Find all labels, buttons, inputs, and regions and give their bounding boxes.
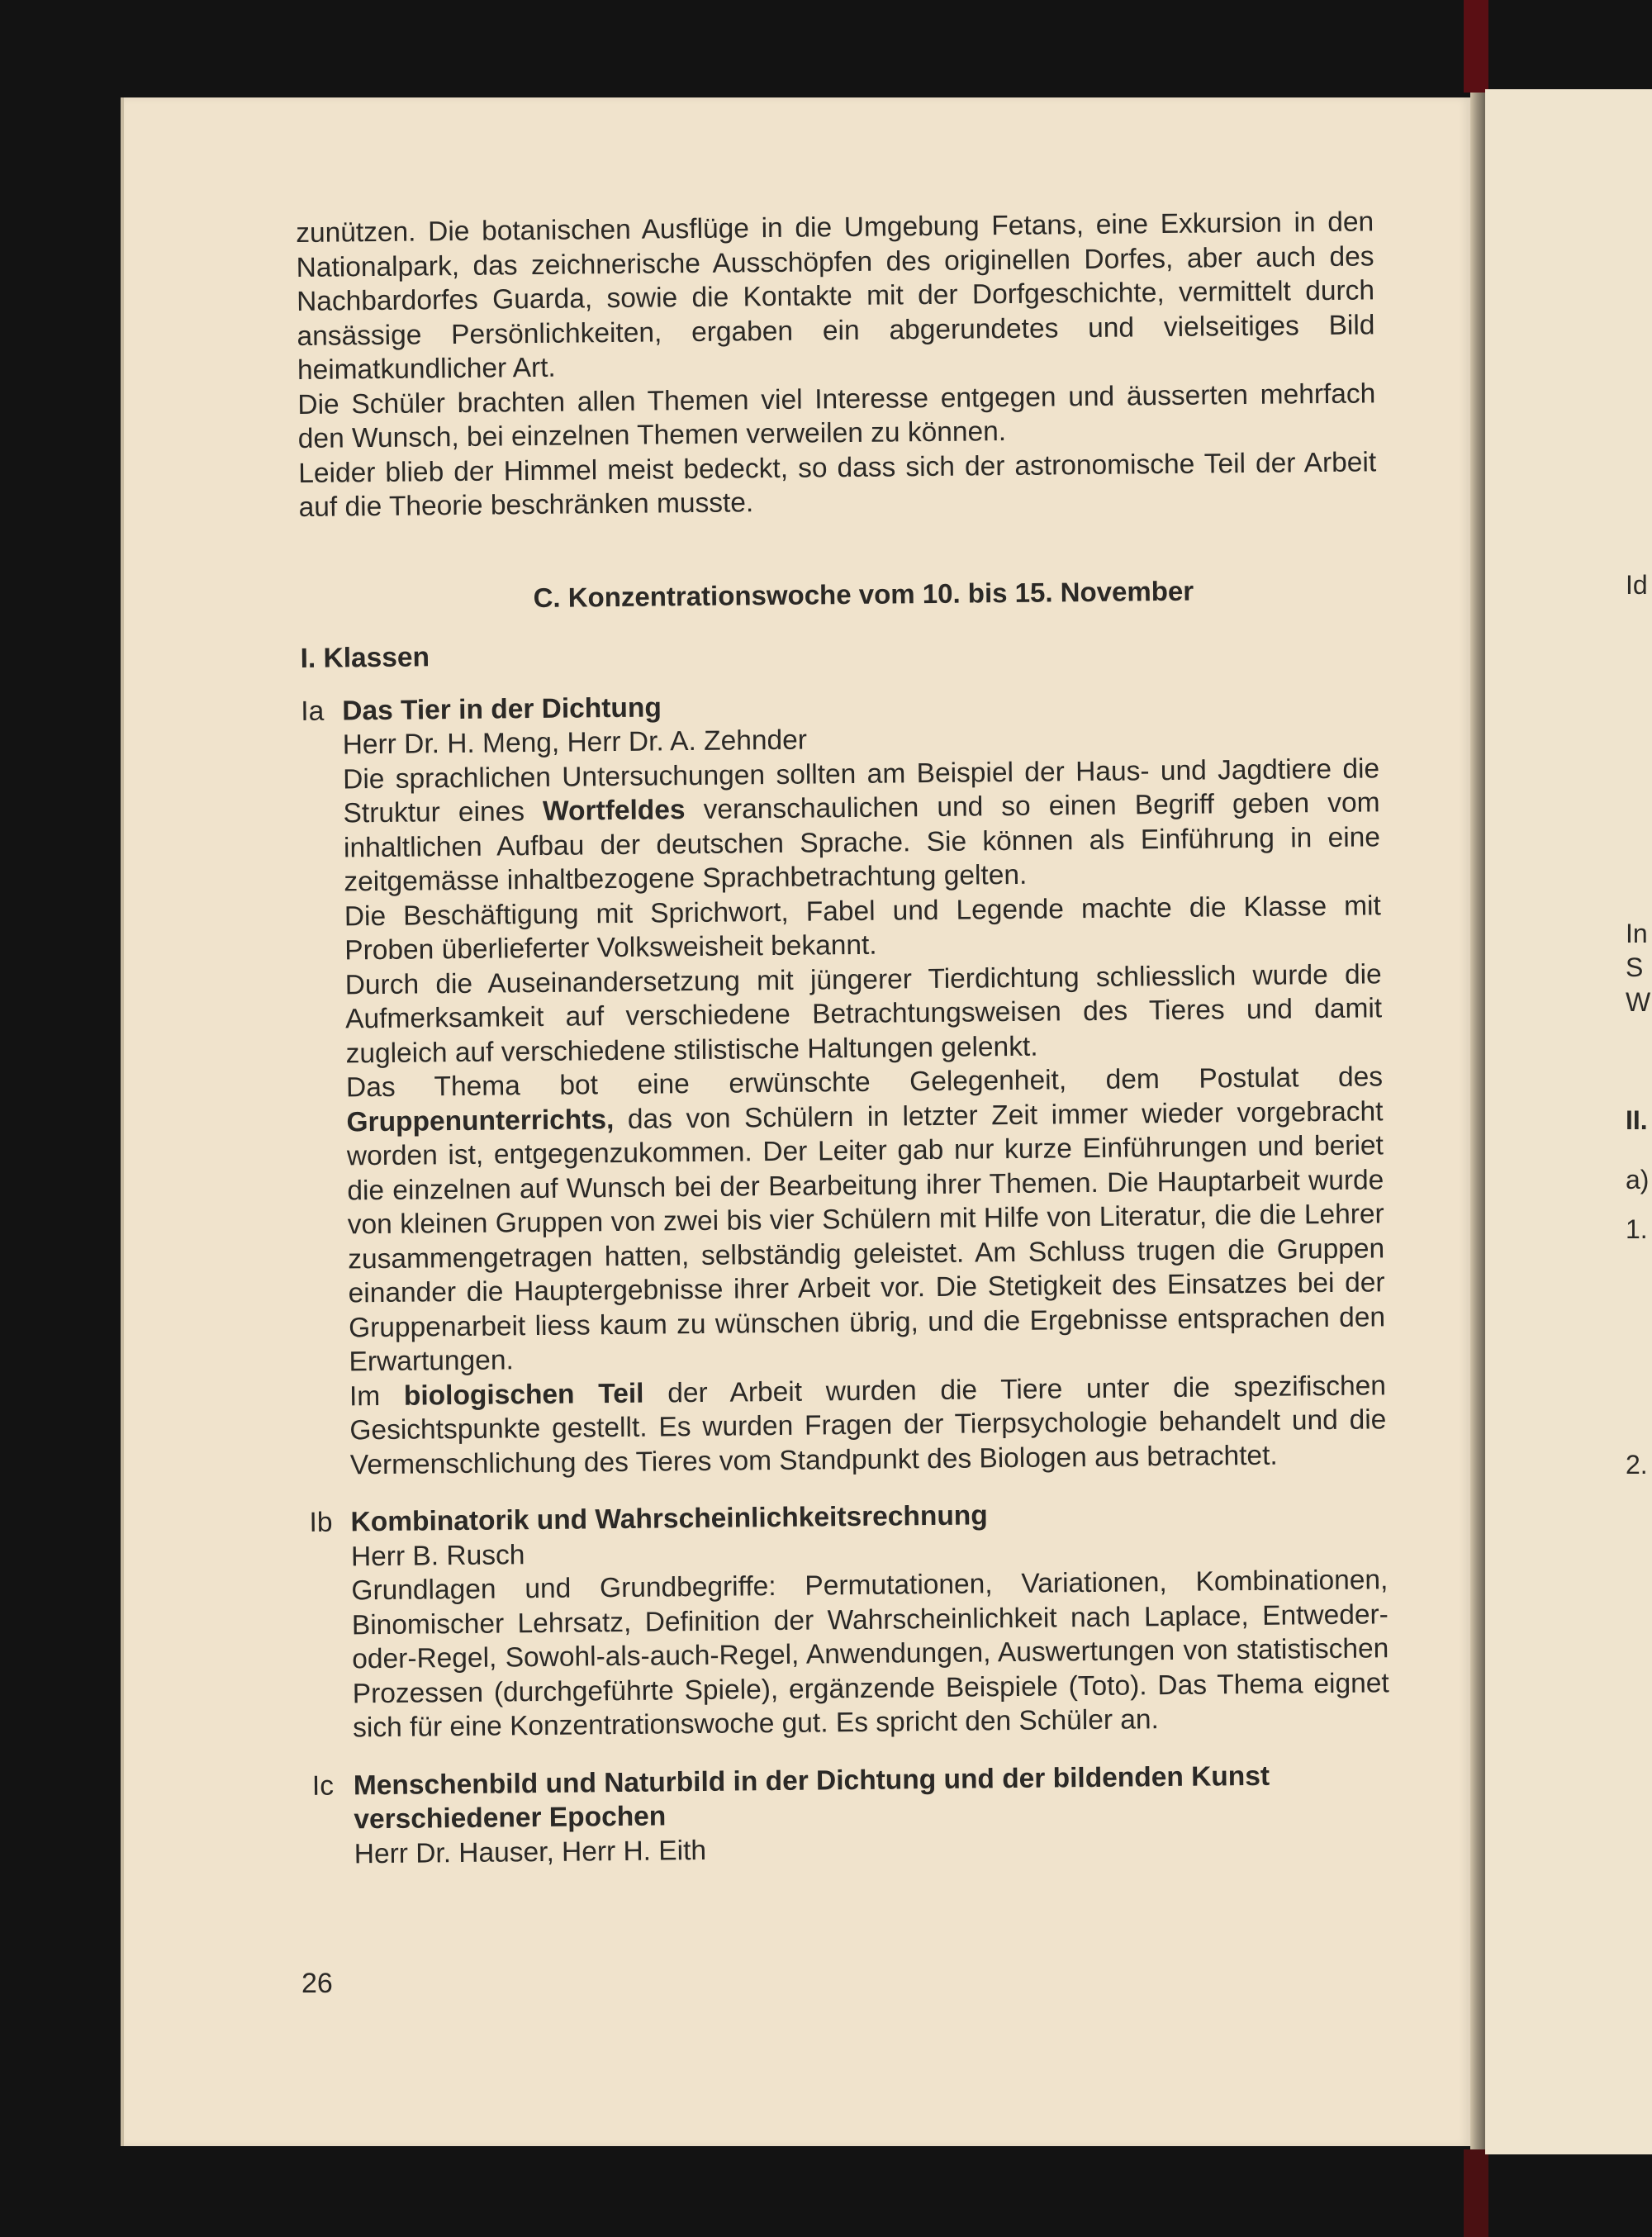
right-page-fragment: 2. [1626, 1450, 1648, 1479]
intro-paragraph: Leider blieb der Himmel meist bedeckt, so dass sich der astronomische Teil der Arbeit auf die Theorie beschränken musste. [298, 446, 1377, 523]
course-item-ib [309, 1494, 1389, 1745]
right-page-fragment: Id [1626, 570, 1648, 600]
item-label: Ia [301, 696, 325, 727]
section-heading-classes: I. Klassen [300, 642, 430, 674]
intro-paragraph: zunützen. Die botanischen Ausflüge in die Umgebung Fetans, eine Exkursion in den Nationalpark, das zeichnerische Ausschöpfen des originellen Dorfes, aber auch des Nachbardorfes Guarda, sowie die Kontakte mit der Dorfgeschichte, vermittelt durch ansässige Persönlichkeiten, ergaben ein abgerundetes und vielseitiges Bild heimatkundlicher Art. [296, 207, 1375, 386]
course-item-ic [312, 1758, 1391, 1872]
item-teachers: Herr Dr. H. Meng, Herr Dr. A. Zehnder [342, 724, 808, 761]
item-title: Kombinatorik und Wahrscheinlichkeitsrechnung [350, 1500, 988, 1538]
book-spine-bottom [1464, 2149, 1488, 2237]
item-label: Ib [309, 1507, 333, 1538]
right-page-fragment: S [1626, 952, 1644, 982]
item-paragraph: Die Beschäftigung mit Sprichwort, Fabel und Legende machte die Klasse mit Proben überlieferter Volksweisheit bekannt. [344, 890, 1382, 967]
right-page-fragment: II. [1626, 1105, 1648, 1135]
page-number: 26 [301, 1968, 333, 1999]
right-page-fragment: 1. [1626, 1214, 1648, 1244]
item-teachers: Herr B. Rusch [350, 1539, 525, 1572]
intro-paragraph: Die Schüler brachten allen Themen viel Interesse entgegen und äusserten mehrfach den Wunsch, bei einzelnen Themen verweilen zu können. [297, 378, 1376, 454]
book-spine-top [1464, 0, 1488, 93]
item-paragraph: Das Thema bot eine erwünschte Gelegenheit, dem Postulat des Gruppenunterrichts, das von Schülern in letzter Zeit immer wieder vorgebracht worden ist, entgegenzukommen. Der Leiter gab nur kurze Einführungen und beriet die einzelnen auf Wunsch bei der Bearbeitung ihrer Themen. Die Hauptarbeit wurde von kleinen Gruppen von zwei bis vier Schülern mit Hilfe von Literatur, die die Lehrer zusammengetragen hatten, selbständig geleistet. Am Schluss trugen die Gruppen einander die Hauptergebnisse ihrer Arbeit vor. Die Stetigkeit des Einsatzes bei der Gruppenarbeit liess kaum zu wünschen übrig, und die Ergebnisse entsprachen den Erwartungen. [345, 1062, 1386, 1378]
right-page-fragment: W [1626, 987, 1651, 1017]
item-teachers: Herr Dr. Hauser, Herr H. Eith [354, 1835, 707, 1869]
item-paragraph: Die sprachlichen Untersuchungen sollten am Beispiel der Haus- und Jagdtiere die Struktur eines Wortfeldes veranschaulichen und so einen Begriff geben vom inhaltlichen Aufbau der deutschen Sprache. Sie können als Einführung in eine zeitgemässe inhaltbezogene Sprachbetrachtung gelten. [342, 753, 1381, 898]
course-item-ia [301, 683, 1387, 1483]
right-page-fragment: a) [1626, 1165, 1650, 1194]
item-paragraph: Im biologischen Teil der Arbeit wurden die Tiere unter die spezifischen Gesichtspunkte gestellt. Es wurden Fragen der Tierpsychologie behandelt und die Vermenschlichung des Tieres vom Standpunkt des Biologen aus betrachtet. [349, 1370, 1387, 1480]
item-paragraph: Durch die Auseinandersetzung mit jüngerer Tierdichtung schliesslich wurde die Aufmerksamkeit auf verschiedene Betrachtungsweisen des Tieres und damit zugleich auf verschiedene stilistische Haltungen gelenkt. [344, 958, 1383, 1069]
section-heading-c: C. Konzentrationswoche vom 10. bis 15. November [533, 575, 1194, 613]
item-title: Menschenbild und Naturbild in der Dichtung und der bildenden Kunst verschiedener Epochen [353, 1760, 1270, 1836]
item-title: Das Tier in der Dichtung [342, 691, 662, 726]
item-label: Ic [311, 1770, 335, 1802]
book-gutter [1470, 93, 1485, 2149]
page-content [296, 205, 1391, 1872]
item-paragraph: Grundlagen und Grundbegriffe: Permutationen, Variationen, Kombinationen, Binomischer Lehrsatz, Definition der Wahrscheinlichkeit nach Laplace, Entweder-oder-Regel, Sowohl-als-auch-Regel, Anwendungen, Auswertungen von statistischen Prozessen (durchgeführte Spiele), ergänzende Beispiele (Toto). Das Thema eignet sich für eine Konzentrationswoche gut. Es spricht den Schüler an. [351, 1565, 1389, 1744]
right-page-fragment: In [1626, 919, 1648, 948]
